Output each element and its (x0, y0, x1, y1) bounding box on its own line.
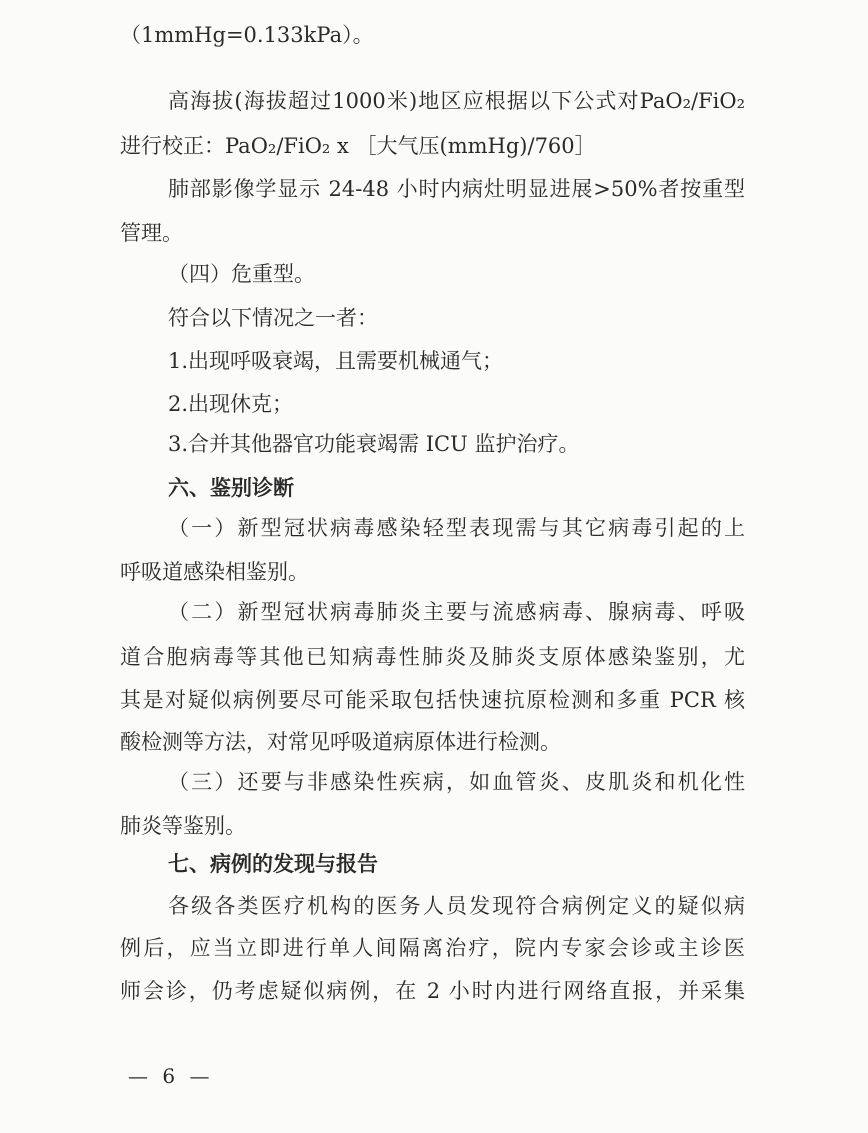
text-line: 符合以下情况之一者： (168, 306, 378, 330)
section-heading: （四）危重型。 (168, 262, 315, 286)
text-line: 例后，应当立即进行单人间隔离治疗，院内专家会诊或主诊医 (120, 936, 745, 960)
list-item: 1.出现呼吸衰竭，且需要机械通气； (168, 349, 504, 373)
text-line: 肺部影像学显示 24-48 小时内病灶明显进展>50%者按重型 (168, 177, 745, 201)
text-line: 进行校正：PaO₂/FiO₂ x ［大气压(mmHg)/760］ (120, 134, 596, 158)
text-line: （一）新型冠状病毒感染轻型表现需与其它病毒引起的上 (168, 516, 745, 540)
page-number: — 6 — (128, 1064, 214, 1088)
text-line: 其是对疑似病例要尽可能采取包括快速抗原检测和多重 PCR 核 (120, 688, 745, 712)
text-line: （二）新型冠状病毒肺炎主要与流感病毒、腺病毒、呼吸 (168, 600, 745, 624)
text-line: 管理。 (120, 221, 183, 245)
section-heading: 七、病例的发现与报告 (168, 852, 378, 876)
list-item: 2.出现休克； (168, 392, 294, 416)
text-line: 呼吸道感染相鉴别。 (120, 560, 309, 584)
text-line: （三）还要与非感染性疾病，如血管炎、皮肌炎和机化性 (168, 770, 745, 794)
text-line: （1mmHg=0.133kPa）。 (120, 23, 374, 47)
text-line: 酸检测等方法，对常见呼吸道病原体进行检测。 (120, 730, 561, 754)
text-line: 各级各类医疗机构的医务人员发现符合病例定义的疑似病 (168, 894, 745, 918)
text-line: 道合胞病毒等其他已知病毒性肺炎及肺炎支原体感染鉴别，尤 (120, 645, 745, 669)
text-line: 肺炎等鉴别。 (120, 814, 246, 838)
text-line: 高海拔(海拔超过1000米)地区应根据以下公式对PaO₂/FiO₂ (168, 89, 745, 113)
list-item: 3.合并其他器官功能衰竭需 ICU 监护治疗。 (168, 432, 580, 456)
section-heading: 六、鉴别诊断 (168, 476, 294, 500)
text-line: 师会诊，仍考虑疑似病例，在 2 小时内进行网络直报，并采集 (120, 979, 745, 1003)
